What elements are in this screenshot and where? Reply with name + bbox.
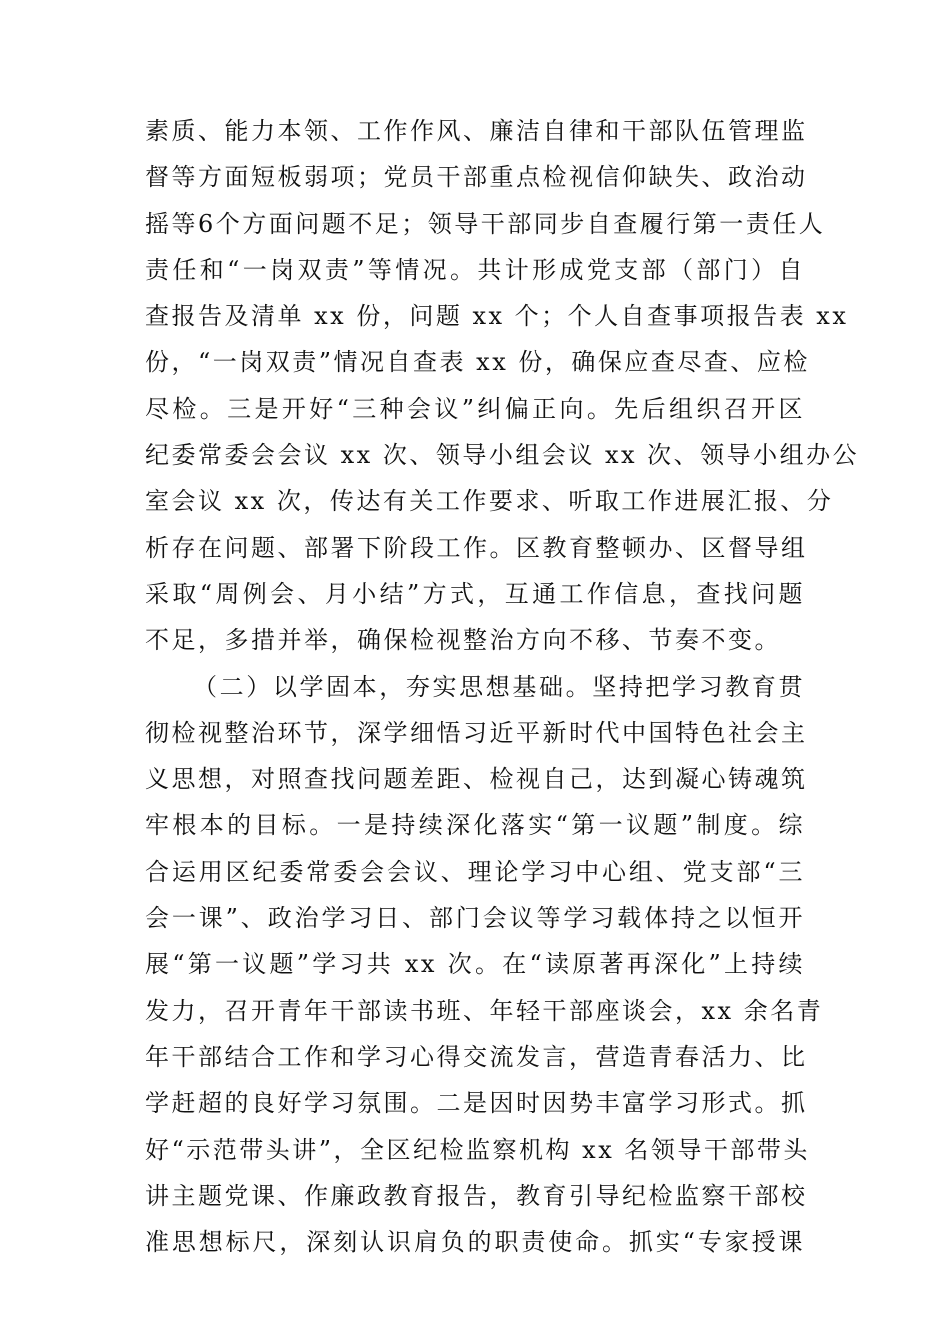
text-line: 析存在问题、部署下阶段工作。区教育整顿办、区督导组: [145, 533, 808, 562]
text-line: 会一课”、政治学习日、部门会议等学习载体持之以恒开: [145, 904, 805, 933]
text-line: 义思想，对照查找问题差距、检视自己，达到凝心铸魂筑: [145, 765, 808, 794]
text-line: 采取“周例会、月小结”方式，互通工作信息，查找问题: [145, 579, 805, 608]
text-line: 摇等6个方面问题不足；领导干部同步自查履行第一责任人: [145, 209, 826, 238]
text-line: 室会议 xx 次，传达有关工作要求、听取工作进展汇报、分: [145, 487, 834, 516]
paragraph-1: [145, 108, 860, 664]
text-line: 素质、能力本领、工作作风、廉洁自律和干部队伍管理监: [145, 117, 808, 145]
text-line: 份，“一岗双责”情况自查表 xx 份，确保应查尽查、应检: [145, 348, 810, 377]
text-line: 年干部结合工作和学习心得交流发言，营造青春活力、比: [145, 1042, 808, 1071]
text-line: 责任和“一岗双责”等情况。共计形成党支部（部门）自: [145, 255, 805, 284]
text-line: 督等方面短板弱项；党员干部重点检视信仰缺失、政治动: [145, 163, 808, 192]
text-line: 准思想标尺，深刻认识肩负的职责使命。抓实“专家授课: [145, 1228, 805, 1257]
text-line: 合运用区纪委常委会会议、理论学习中心组、党支部“三: [145, 857, 805, 886]
text-line: （二）以学固本，夯实思想基础。坚持把学习教育贯: [193, 672, 805, 701]
text-line: 彻检视整治环节，深学细悟习近平新时代中国特色社会主: [145, 718, 808, 747]
text-line: 学赶超的良好学习氛围。二是因时因势丰富学习形式。抓: [145, 1089, 808, 1118]
text-line: 尽检。三是开好“三种会议”纠偏正向。先后组织召开区: [145, 394, 805, 423]
text-line: 不足，多措并举，确保检视整治方向不移、节奏不变。: [145, 626, 781, 655]
text-line: 发力，召开青年干部读书班、年轻干部座谈会，xx 余名青: [145, 996, 824, 1025]
paragraph-2: [145, 664, 824, 1266]
text-line: 展“第一议题”学习共 xx 次。在“读原著再深化”上持续: [145, 950, 805, 979]
text-line: 纪委常委会会议 xx 次、领导小组会议 xx 次、领导小组办公: [145, 441, 860, 470]
text-line: 牢根本的目标。一是持续深化落实“第一议题”制度。综: [145, 811, 805, 840]
text-line: 讲主题党课、作廉政教育报告，教育引导纪检监察干部校: [145, 1181, 808, 1210]
text-line: 好“示范带头讲”，全区纪检监察机构 xx 名领导干部带头: [145, 1135, 810, 1164]
text-line: 查报告及清单 xx 份，问题 xx 个；个人自查事项报告表 xx: [145, 302, 849, 331]
document-body: [145, 108, 860, 1265]
